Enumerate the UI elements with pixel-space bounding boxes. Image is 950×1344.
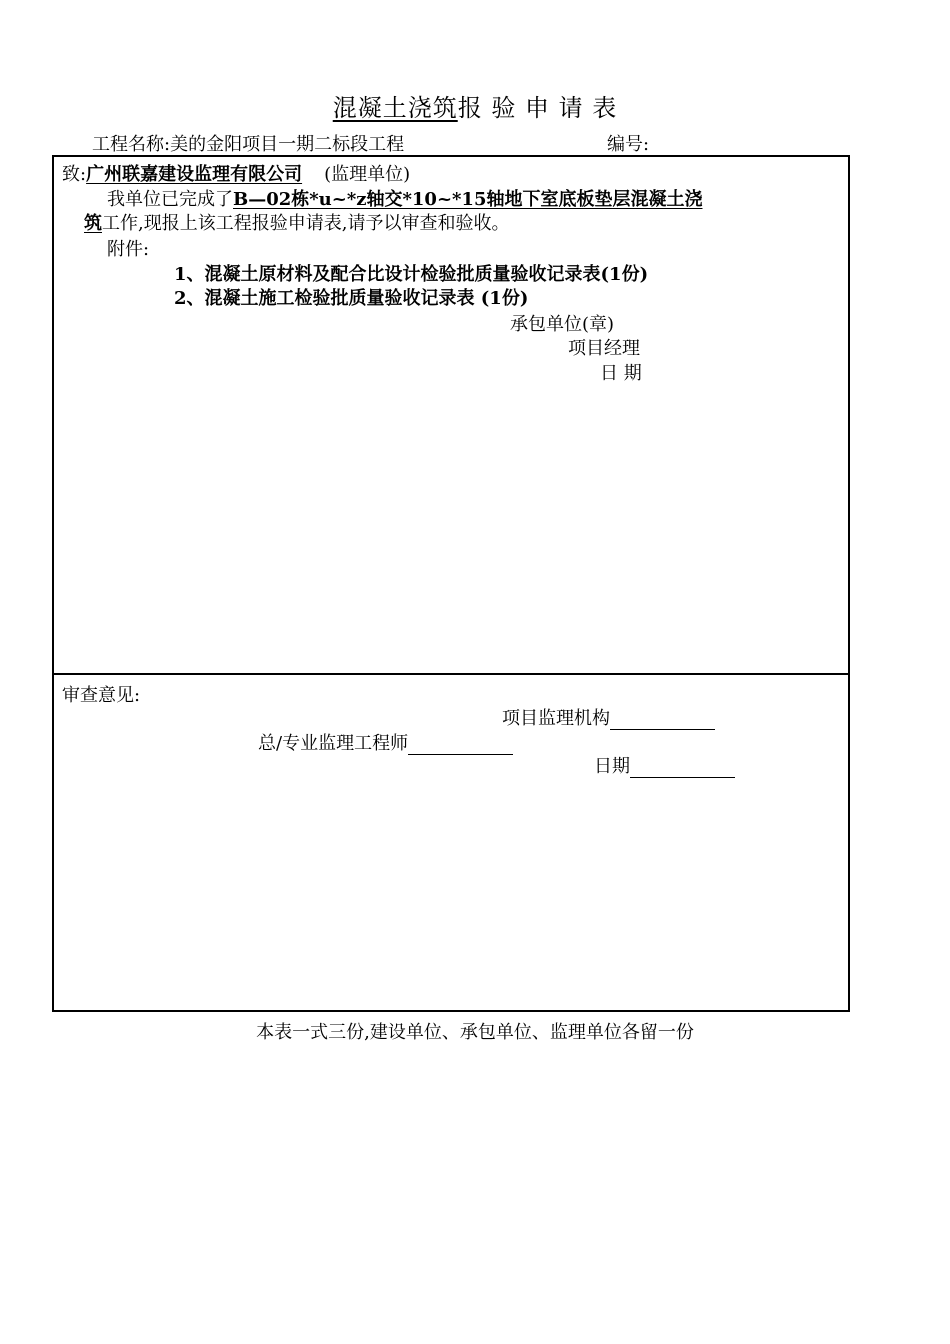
title-rest: 报 验 申 请 表: [457, 94, 618, 122]
work-item-line-2: 筑: [84, 213, 102, 234]
project-name: 工程名称:美的金阳项目一期二标段工程: [92, 134, 405, 155]
review-label: 审查意见:: [62, 685, 141, 706]
work-item-line-1: B—02栋*u~*z轴交*10~*15轴地下室底板垫层混凝土浇: [233, 189, 703, 210]
recipient-line: [62, 160, 410, 186]
project-manager: 项目经理: [568, 338, 640, 359]
number-label: 编号:: [607, 134, 650, 155]
engineer-blank: [408, 736, 513, 755]
request-date-label: 日 期: [600, 363, 642, 384]
body-prefix: 我单位已完成了: [107, 189, 233, 210]
engineer-label: 总/专业监理工程师: [258, 733, 409, 754]
review-date-line: [594, 752, 735, 778]
body-line-2: [84, 209, 509, 235]
body-line-1: [107, 185, 702, 211]
supervision-org-line: [502, 704, 715, 730]
review-date-blank: [630, 759, 735, 778]
footer-note: 本表一式三份,建设单位、承包单位、监理单位各留一份: [256, 1022, 694, 1043]
title-underlined: 混凝土浇筑: [332, 94, 458, 122]
attachment-item-2: 2、混凝土施工检验批质量验收记录表 (1份): [174, 288, 529, 309]
review-date-label: 日期: [594, 756, 630, 777]
page-title: [0, 88, 950, 123]
supervision-unit-name: 广州联嘉建设监理有限公司: [86, 164, 303, 185]
contractor-seal: 承包单位(章): [510, 314, 615, 335]
engineer-line: [258, 729, 513, 755]
section-divider: [52, 673, 850, 675]
to-label: 致:: [62, 164, 87, 185]
body-suffix: 工作,现报上该工程报验申请表,请予以审查和验收。: [102, 213, 510, 234]
supervision-unit-role: (监理单位): [324, 164, 411, 185]
supervision-org-blank: [610, 711, 715, 730]
attachments-label: 附件:: [107, 239, 150, 260]
attachment-item-1: 1、混凝土原材料及配合比设计检验批质量验收记录表(1份): [174, 264, 649, 285]
supervision-org-label: 项目监理机构: [502, 708, 610, 729]
